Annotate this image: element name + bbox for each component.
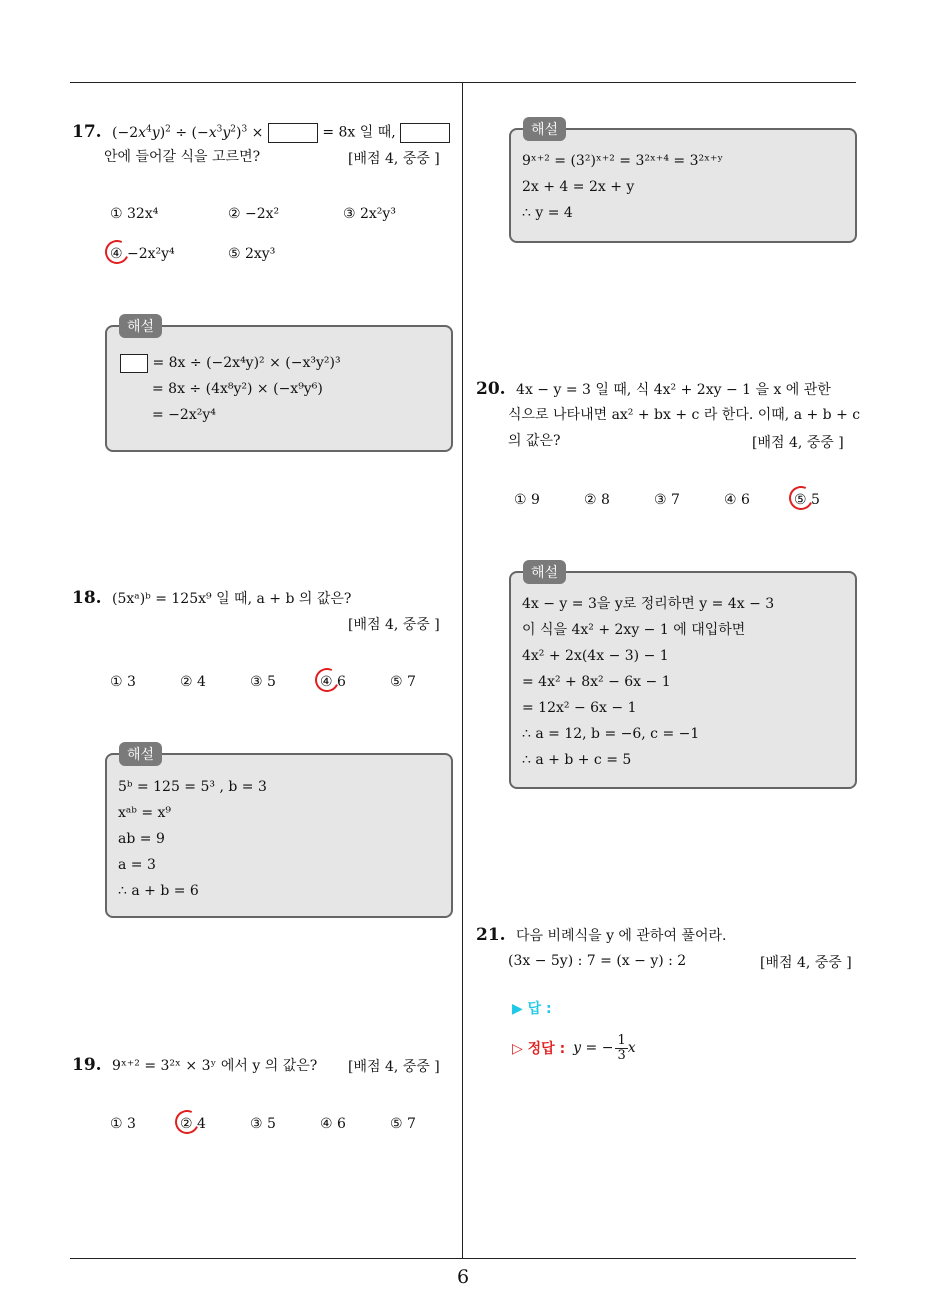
q18-number: 18.: [72, 588, 102, 608]
q20-sol-line3: 4x² + 2x(4x − 3) − 1: [522, 648, 669, 664]
q21-frac-den: 3: [617, 1047, 626, 1063]
q17-meta: [배점 4, 중중 ]: [348, 151, 440, 167]
q17-choice-4[interactable]: ④ −2x²y⁴: [110, 246, 175, 262]
q19-sol-line2: 2x + 4 = 2x + y: [522, 179, 635, 195]
q21-correct-suffix: x: [627, 1040, 636, 1056]
q18-sol-line1: 5ᵇ = 125 = 5³ , b = 3: [118, 779, 267, 795]
q21-correct-prefix: y = −: [573, 1040, 614, 1056]
q21-number: 21.: [476, 925, 506, 945]
top-rule: [70, 82, 856, 83]
q21-answer-label: ▶ 답 :: [512, 1001, 552, 1017]
q18-sol-line2: xᵃᵇ = x⁹: [118, 805, 172, 821]
q17-sol-line3: = −2x²y⁴: [152, 407, 216, 423]
q20-sol-line1: 4x − y = 3을 y로 정리하면 y = 4x − 3: [522, 596, 775, 612]
q18-choice-5[interactable]: ⑤ 7: [390, 674, 416, 690]
q17-choice-1[interactable]: ① 32x⁴: [110, 206, 159, 222]
q18-choice-3[interactable]: ③ 5: [250, 674, 276, 690]
q20-line3: 의 값은?: [508, 433, 561, 449]
q17-choice-3[interactable]: ③ 2x²y³: [343, 206, 396, 222]
q21-correct-fraction: [615, 1034, 627, 1063]
q21-frac-num: 1: [617, 1032, 626, 1048]
q20-choice-5[interactable]: ⑤ 5: [794, 492, 820, 508]
q19-answer-circle: [172, 1107, 203, 1138]
q18-sol-line4: a = 3: [118, 857, 156, 873]
q18-sol-line3: ab = 9: [118, 831, 165, 847]
q20-solution-label: 해설: [523, 560, 566, 584]
q21-correct-label: ▷ 정답 :: [512, 1041, 566, 1057]
q21-correct-row: [512, 1030, 636, 1066]
q17-sol-blank: [120, 354, 148, 373]
q18-sol-line5: ∴ a + b = 6: [118, 883, 199, 899]
q21-meta: [배점 4, 중중 ]: [760, 955, 852, 971]
q19-choice-5[interactable]: ⑤ 7: [390, 1116, 416, 1132]
q20-sol-line7: ∴ a + b + c = 5: [522, 752, 632, 768]
q20-sol-line5: = 12x² − 6x − 1: [522, 700, 637, 716]
q20-number: 20.: [476, 379, 506, 399]
q21-text-1: 다음 비례식을 y 에 관하여 풀어라.: [516, 928, 727, 944]
q18-solution-label: 해설: [119, 742, 162, 766]
q20-meta: [배점 4, 중중 ]: [752, 435, 844, 451]
q17-line2: 안에 들어갈 식을 고르면?: [104, 149, 261, 165]
q18-choice-4[interactable]: ④ 6: [320, 674, 346, 690]
q20-text-1: 4x − y = 3 일 때, 식 4x² + 2xy − 1 을 x 에 관한: [516, 382, 831, 398]
column-divider: [462, 82, 463, 1259]
q20-answer-circle: [786, 483, 817, 514]
q17-blank-box-2: [400, 123, 450, 143]
q19-meta: [배점 4, 중중 ]: [348, 1059, 440, 1075]
q17-sol-line2: = 8x ÷ (4x⁸y²) × (−x⁹y⁶): [152, 381, 323, 397]
q17-sol-line1: = 8x ÷ (−2x⁴y)² × (−x³y²)³: [120, 350, 341, 376]
q19-choice-4[interactable]: ④ 6: [320, 1116, 346, 1132]
q19-text: 9ˣ⁺² = 3²ˣ × 3ʸ 에서 y 의 값은?: [112, 1058, 318, 1074]
q18-line1: [72, 585, 351, 612]
q20-sol-line6: ∴ a = 12, b = −6, c = −1: [522, 726, 700, 742]
q18-choice-1[interactable]: ① 3: [110, 674, 136, 690]
q18-answer-circle: [312, 665, 343, 696]
q17-line1: [72, 116, 450, 146]
bottom-rule: [70, 1258, 856, 1259]
q17-number: 17.: [72, 121, 102, 142]
q20-line1: [476, 376, 831, 403]
q20-choice-3[interactable]: ③ 7: [654, 492, 680, 508]
q19-choice-1[interactable]: ① 3: [110, 1116, 136, 1132]
q20-line2: 식으로 나타내면 ax² + bx + c 라 한다. 이때, a + b + c: [508, 407, 861, 423]
q17-choice-5[interactable]: ⑤ 2xy³: [228, 246, 276, 262]
q17-expression: $(-2x^4y)^2 \div (-x^3y^2)^3$ ×: [112, 124, 268, 141]
q19-choice-3[interactable]: ③ 5: [250, 1116, 276, 1132]
q19-sol-line1: 9ˣ⁺² = (3²)ˣ⁺² = 3²ˣ⁺⁴ = 3²ˣ⁺ʸ: [522, 153, 724, 169]
q20-choice-2[interactable]: ② 8: [584, 492, 610, 508]
q20-sol-line4: = 4x² + 8x² − 6x − 1: [522, 674, 671, 690]
q18-choice-2[interactable]: ② 4: [180, 674, 206, 690]
q18-meta: [배점 4, 중중 ]: [348, 617, 440, 633]
q18-text: (5xᵃ)ᵇ = 125x⁹ 일 때, a + b 의 값은?: [112, 591, 352, 607]
q19-solution-label: 해설: [523, 117, 566, 141]
q17-solution-label: 해설: [119, 314, 162, 338]
q19-sol-line3: ∴ y = 4: [522, 205, 573, 221]
q20-choice-1[interactable]: ① 9: [514, 492, 540, 508]
q17-answer-circle: [102, 237, 133, 268]
q17-blank-box: [268, 123, 318, 143]
page-number: 6: [456, 1266, 470, 1288]
q19-choice-2[interactable]: ② 4: [180, 1116, 206, 1132]
q17-eq-text: = 8x 일 때,: [322, 124, 396, 141]
q21-line1: [476, 922, 726, 949]
q19-line1: [72, 1052, 317, 1079]
q20-choice-4[interactable]: ④ 6: [724, 492, 750, 508]
q21-line2: (3x − 5y) : 7 = (x − y) : 2: [508, 953, 687, 969]
q20-sol-line2: 이 식을 4x² + 2xy − 1 에 대입하면: [522, 622, 746, 638]
q17-choice-2[interactable]: ② −2x²: [228, 206, 280, 222]
q19-number: 19.: [72, 1055, 102, 1075]
